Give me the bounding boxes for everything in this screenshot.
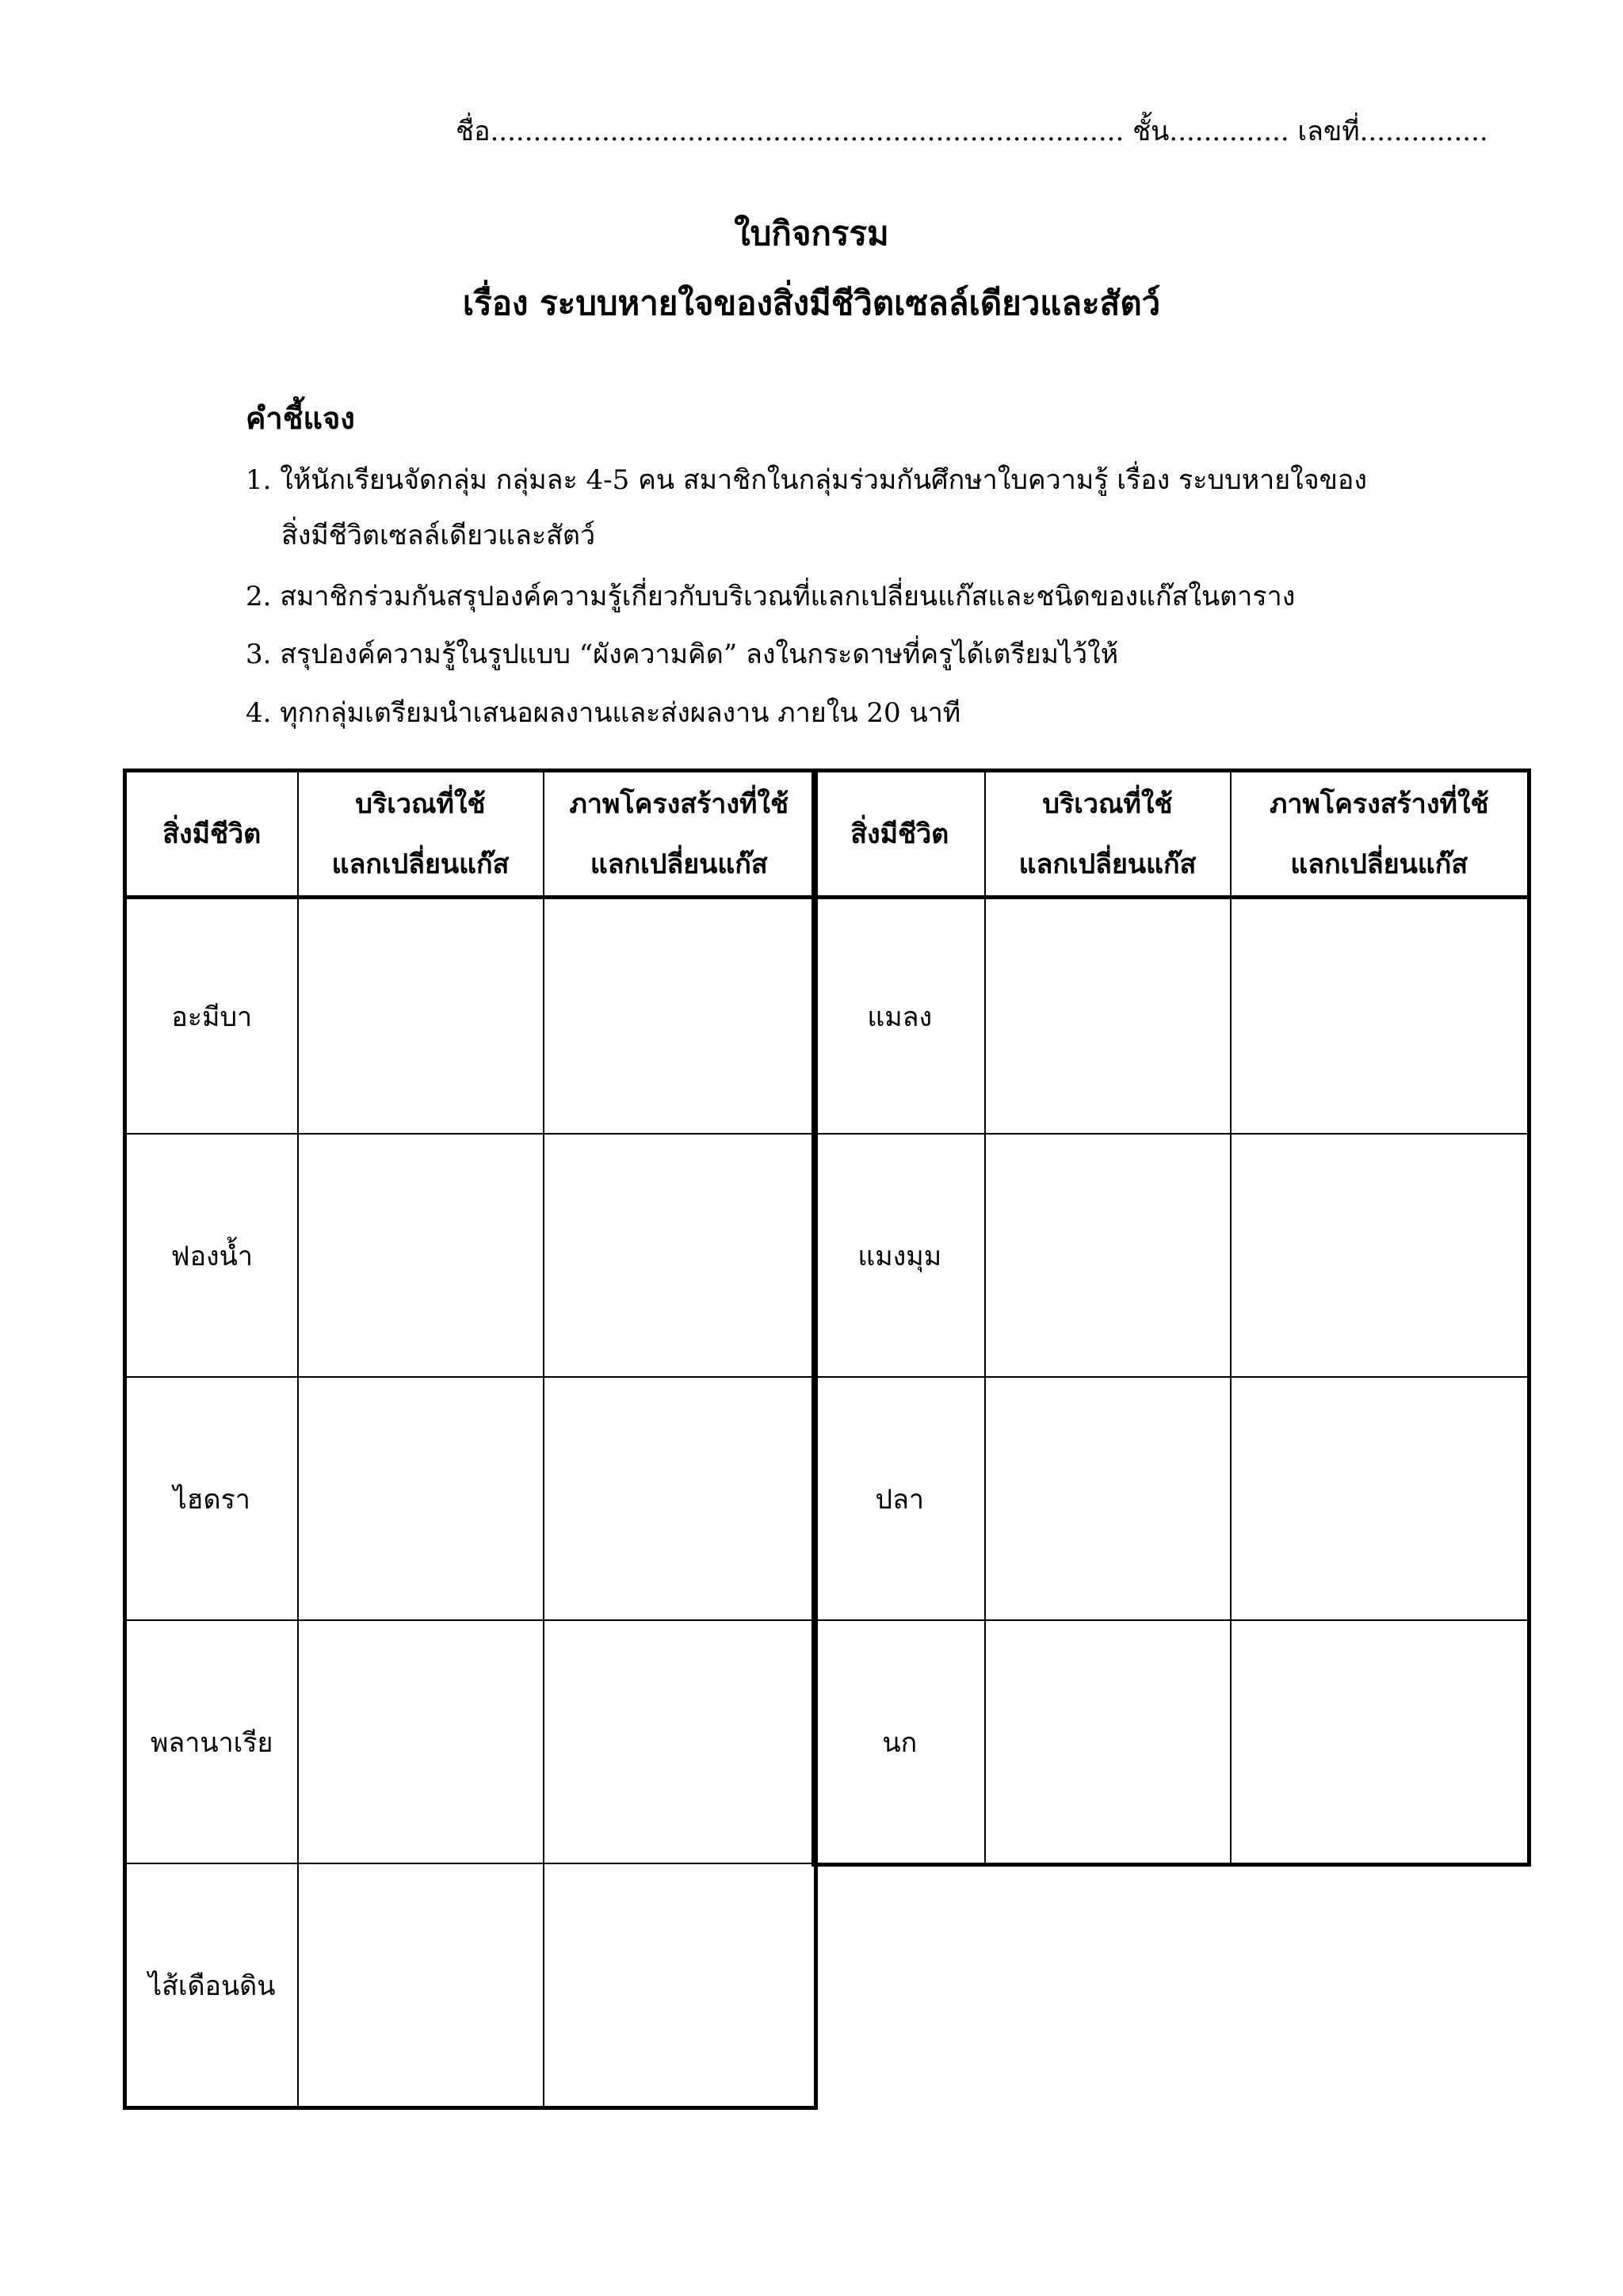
structure-image-cell[interactable] xyxy=(1231,898,1529,1135)
header-structure-image xyxy=(1231,771,1529,898)
instruction-item-1: 1. ให้นักเรียนจัดกลุ่ม กลุ่มละ 4-5 คน สมาชิกในกลุ่มร่วมกันศึกษาใบความรู้ เรื่อง ระบบหายใจของ xyxy=(246,464,1367,496)
table-row xyxy=(814,1134,1529,1377)
structure-image-cell[interactable] xyxy=(544,1134,816,1377)
instructions-heading: คำชี้แจง xyxy=(246,400,355,436)
table-row xyxy=(125,898,816,1135)
worksheet-subject: เรื่อง ระบบหายใจของสิ่งมีชีวิตเซลล์เดียวและสัตว์ xyxy=(462,284,1161,322)
table-row xyxy=(125,1863,816,2108)
organism-cell: ฟองน้ำ xyxy=(125,1134,298,1377)
organism-cell: ปลา xyxy=(814,1377,985,1620)
structure-image-cell[interactable] xyxy=(544,1620,816,1863)
header-organism: สิ่งมีชีวิต xyxy=(814,771,985,898)
exchange-area-cell[interactable] xyxy=(985,1620,1231,1865)
table-header-row xyxy=(814,771,1529,898)
instruction-item-3: 3. สรุปองค์ความรู้ในรูปแบบ “ผังความคิด” ลงในกระดาษที่ครูได้เตรียมไว้ให้ xyxy=(246,639,1119,670)
organism-cell: ไส้เดือนดิน xyxy=(125,1863,298,2108)
header-exchange-area-line2: แลกเปลี่ยนแก๊ส xyxy=(331,848,510,880)
structure-image-cell[interactable] xyxy=(1231,1620,1529,1865)
structure-image-cell[interactable] xyxy=(544,898,816,1135)
organism-cell: ไฮดรา xyxy=(125,1377,298,1620)
header-structure-image-line1: ภาพโครงสร้างที่ใช้ xyxy=(569,788,789,820)
exchange-area-cell[interactable] xyxy=(298,1863,544,2108)
organism-cell: แมลง xyxy=(814,898,985,1135)
exchange-area-cell[interactable] xyxy=(298,898,544,1135)
instruction-item-2: 2. สมาชิกร่วมกันสรุปองค์ความรู้เกี่ยวกับบริเวณที่แลกเปลี่ยนแก๊สและชนิดของแก๊สในตาราง xyxy=(246,581,1296,612)
organism-cell: พลานาเรีย xyxy=(125,1620,298,1863)
exchange-area-cell[interactable] xyxy=(985,898,1231,1135)
table-row xyxy=(125,1134,816,1377)
worksheet-title: ใบกิจกรรม xyxy=(734,214,889,253)
exchange-area-cell[interactable] xyxy=(985,1377,1231,1620)
table-row xyxy=(814,898,1529,1135)
table-row xyxy=(125,1377,816,1620)
exchange-area-cell[interactable] xyxy=(985,1134,1231,1377)
header-structure-image-line2: แลกเปลี่ยนแก๊ส xyxy=(1290,848,1468,880)
structure-image-cell[interactable] xyxy=(1231,1134,1529,1377)
header-structure-image xyxy=(544,771,816,898)
header-exchange-area xyxy=(985,771,1231,898)
header-exchange-area xyxy=(298,771,544,898)
student-info-line: ชื่อ.......................................................................... ชั้น.............. เลขที่............... xyxy=(456,116,1488,147)
instruction-item-4: 4. ทุกกลุ่มเตรียมนำเสนอผลงานและส่งผลงาน ภายใน 20 นาที xyxy=(246,697,961,729)
header-organism: สิ่งมีชีวิต xyxy=(125,771,298,898)
organism-cell: อะมีบา xyxy=(125,898,298,1135)
exchange-area-cell[interactable] xyxy=(298,1620,544,1863)
header-exchange-area-line1: บริเวณที่ใช้ xyxy=(355,788,486,820)
exchange-area-cell[interactable] xyxy=(298,1134,544,1377)
header-structure-image-line1: ภาพโครงสร้างที่ใช้ xyxy=(1269,788,1489,820)
organism-cell: นก xyxy=(814,1620,985,1865)
gas-exchange-table-right xyxy=(812,769,1531,1867)
structure-image-cell[interactable] xyxy=(1231,1377,1529,1620)
table-row xyxy=(814,1377,1529,1620)
structure-image-cell[interactable] xyxy=(544,1863,816,2108)
structure-image-cell[interactable] xyxy=(544,1377,816,1620)
header-structure-image-line2: แลกเปลี่ยนแก๊ส xyxy=(590,848,768,880)
organism-cell: แมงมุม xyxy=(814,1134,985,1377)
gas-exchange-table-left xyxy=(123,769,818,2110)
header-exchange-area-line2: แลกเปลี่ยนแก๊ส xyxy=(1018,848,1197,880)
instruction-item-1-continued: สิ่งมีชีวิตเซลล์เดียวและสัตว์ xyxy=(281,520,596,551)
table-header-row xyxy=(125,771,816,898)
header-exchange-area-line1: บริเวณที่ใช้ xyxy=(1042,788,1173,820)
table-row xyxy=(125,1620,816,1863)
table-row xyxy=(814,1620,1529,1865)
exchange-area-cell[interactable] xyxy=(298,1377,544,1620)
